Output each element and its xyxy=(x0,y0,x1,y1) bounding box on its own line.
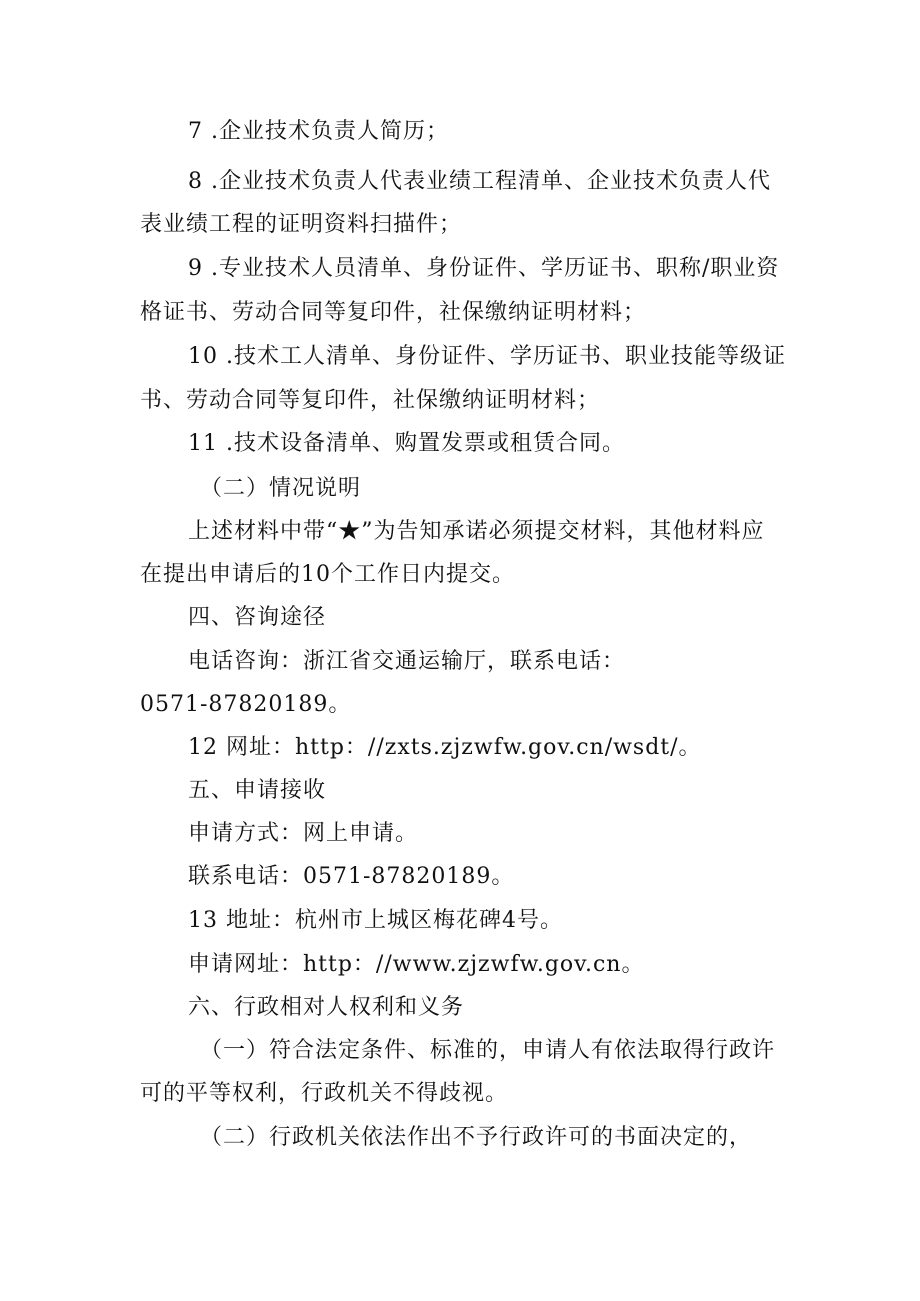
list-item-8-cont: 表业绩工程的证明资料扫描件； xyxy=(140,212,463,237)
address-line: 13 地址：杭州市上城区梅花碑4号。 xyxy=(188,908,563,933)
paragraph-line: 可的平等权利，行政机关不得歧视。 xyxy=(140,1081,509,1106)
paragraph-line: 上述材料中带“★”为告知承诺必须提交材料，其他材料应 xyxy=(188,519,765,544)
website-line: 12 网址：http：//zxts.zjzwfw.gov.cn/wsdt/。 xyxy=(188,735,702,760)
subsection-heading: （二）情况说明 xyxy=(200,476,362,501)
list-item-10-cont: 书、劳动合同等复印件，社保缴纳证明材料； xyxy=(140,388,601,413)
paragraph-line: 电话咨询：浙江省交通运输厅，联系电话： xyxy=(188,649,626,674)
section-heading: 六、行政相对人权利和义务 xyxy=(188,995,465,1020)
list-item-10: 10 .技术工人清单、身份证件、学历证书、职业技能等级证 xyxy=(188,344,786,369)
list-item-9-cont: 格证书、劳动合同等复印件，社保缴纳证明材料； xyxy=(140,300,647,325)
list-item-11: 11 .技术设备清单、购置发票或租赁合同。 xyxy=(188,431,625,456)
paragraph-line: 申请方式：网上申请。 xyxy=(188,821,419,846)
section-heading: 五、申请接收 xyxy=(188,778,327,803)
phone-number: 0571-87820189。 xyxy=(140,692,352,717)
section-heading: 四、咨询途径 xyxy=(188,605,327,630)
list-item-7: 7 .企业技术负责人简历； xyxy=(188,119,449,144)
paragraph-line: （一）符合法定条件、标准的，申请人有依法取得行政许 xyxy=(200,1038,776,1063)
paragraph-line: 申请网址：http：//www.zjzwfw.gov.cn。 xyxy=(188,952,645,977)
list-item-9: 9 .专业技术人员清单、身份证件、学历证书、职称/职业资 xyxy=(188,256,780,281)
paragraph-line: 联系电话：0571-87820189。 xyxy=(188,864,515,889)
paragraph-line: 在提出申请后的10个工作日内提交。 xyxy=(140,562,515,587)
paragraph-line: （二）行政机关依法作出不予行政许可的书面决定的， xyxy=(200,1125,753,1150)
list-item-8: 8 .企业技术负责人代表业绩工程清单、企业技术负责人代 xyxy=(188,169,771,194)
